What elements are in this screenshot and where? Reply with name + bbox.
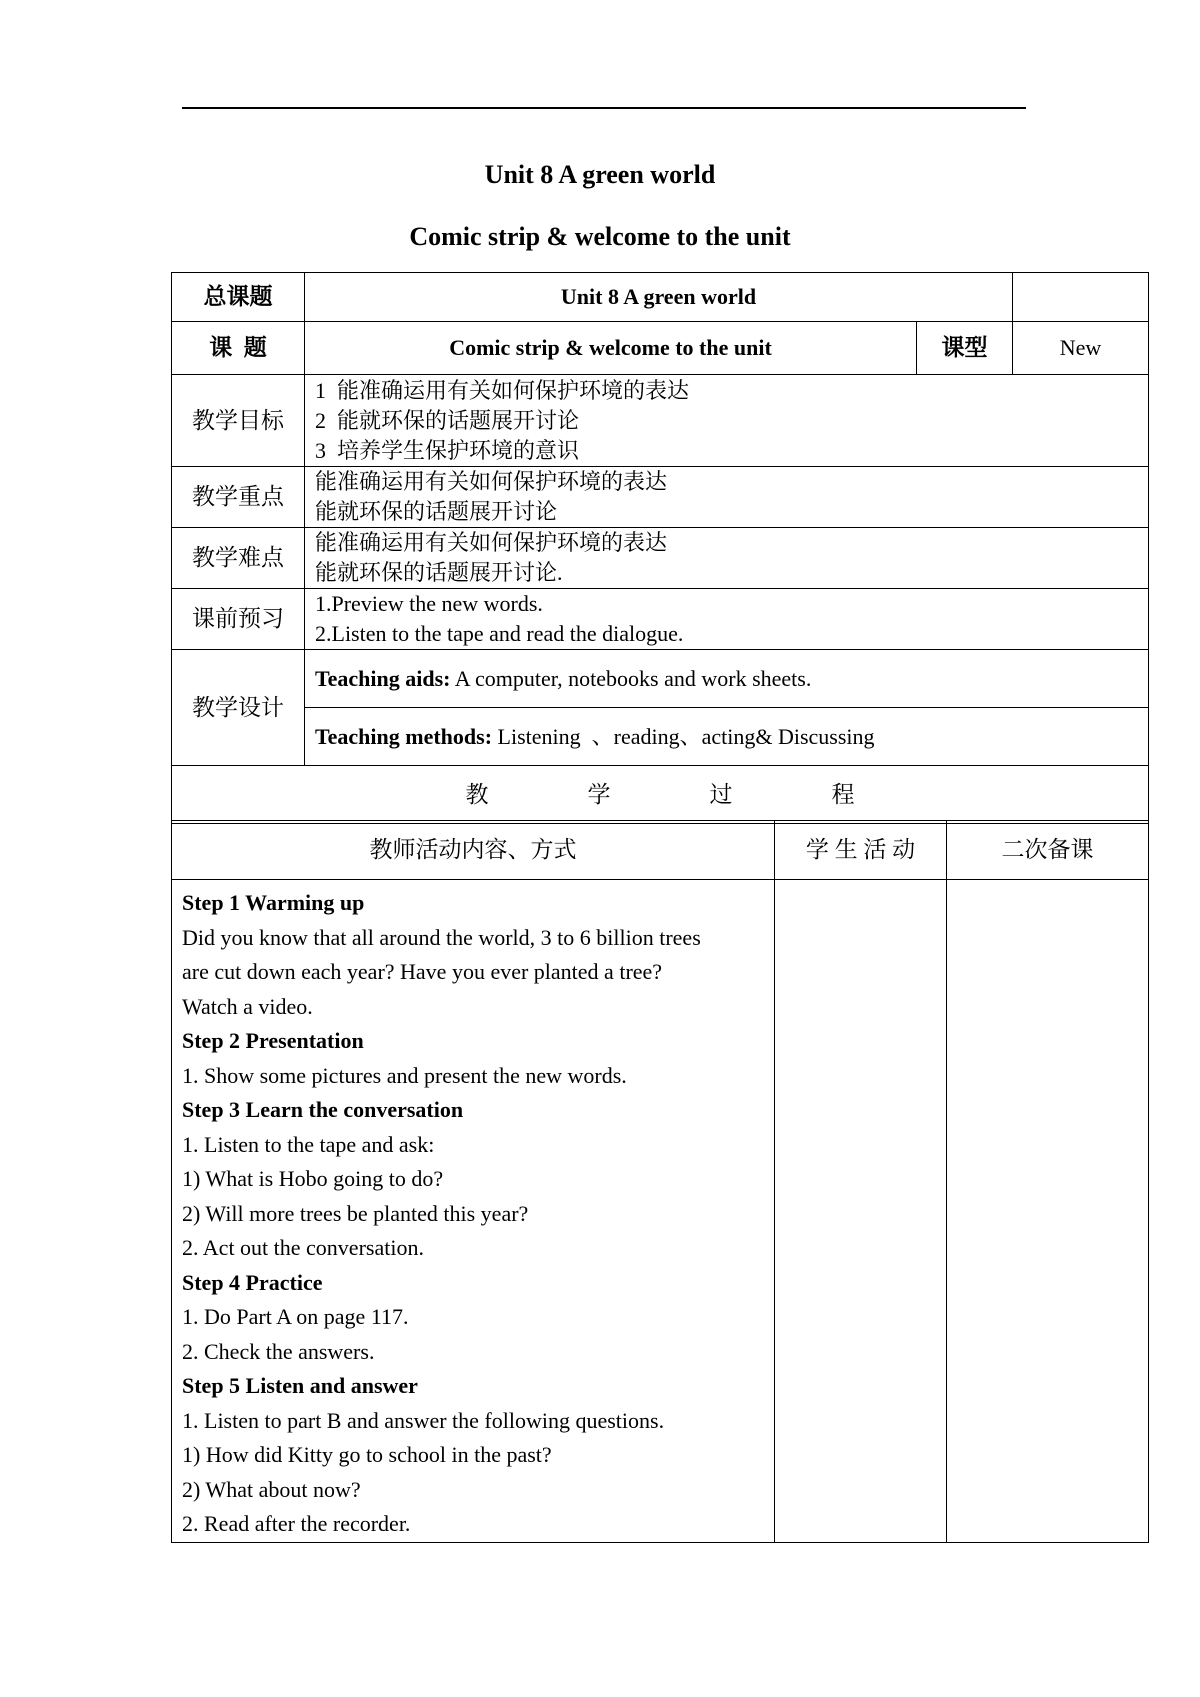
step-line: 1. Show some pictures and present the new words. <box>182 1062 627 1088</box>
step-heading: Step 1 Warming up <box>182 890 365 915</box>
header-rule <box>182 107 1026 109</box>
teaching-methods-value: Listening 、reading、acting& Discussing <box>492 723 875 749</box>
step-line: 1. Do Part A on page 117. <box>182 1304 409 1329</box>
teaching-methods <box>305 708 1149 766</box>
key-points-content <box>305 467 1149 528</box>
difficulties-label: 教学难点 <box>172 528 305 589</box>
preview-label: 课前预习 <box>172 589 305 650</box>
step-line: are cut down each year? Have you ever planted a tree? <box>182 959 663 984</box>
process-char: 过 <box>709 781 733 807</box>
topic-empty-cell <box>1013 273 1149 322</box>
step-heading: Step 4 Practice <box>182 1269 323 1295</box>
objectives-content <box>305 375 1149 467</box>
type-label: 课型 <box>917 322 1013 375</box>
difficulty-item: 能就环保的话题展开讨论. <box>315 560 563 585</box>
document-title: Unit 8 A green world <box>484 160 716 189</box>
teacher-steps <box>172 880 775 1543</box>
objective-item: 1 能准确运用有关如何保护环境的表达 <box>315 377 690 403</box>
row-difficulties <box>172 528 1149 589</box>
topic-value: Unit 8 A green world <box>305 273 1013 322</box>
row-lesson <box>172 322 1149 375</box>
lesson-value: Comic strip & welcome to the unit <box>305 322 917 375</box>
process-char: 教 <box>465 781 489 807</box>
row-design-methods <box>172 708 1149 766</box>
lesson-plan-table <box>171 272 1149 824</box>
preview-content <box>305 589 1149 650</box>
preview-item: 2.Listen to the tape and read the dialogue. <box>315 621 684 646</box>
topic-label: 总课题 <box>172 273 305 322</box>
teaching-aids-value: A computer, notebooks and work sheets. <box>450 665 812 691</box>
type-value: New <box>1013 322 1149 375</box>
design-label: 教学设计 <box>172 650 305 766</box>
row-steps <box>172 880 1149 1543</box>
step-line: 1. Listen to part B and answer the following questions. <box>182 1407 665 1433</box>
document-subtitle: Comic strip & welcome to the unit <box>409 222 791 251</box>
step-heading: Step 2 Presentation <box>182 1028 364 1053</box>
process-char: 学 <box>587 781 611 807</box>
step-line: 2) Will more trees be planted this year? <box>182 1200 529 1226</box>
step-line: Did you know that all around the world, 3 to 6 billion trees <box>182 924 701 950</box>
step-line: 1) What is Hobo going to do? <box>182 1166 444 1191</box>
process-heading <box>172 766 1149 824</box>
row-objectives <box>172 375 1149 467</box>
row-design-aids <box>172 650 1149 708</box>
row-preview <box>172 589 1149 650</box>
process-table <box>171 820 1149 1543</box>
row-topic <box>172 273 1149 322</box>
lesson-label: 课 题 <box>172 322 305 375</box>
step-line: 2. Check the answers. <box>182 1338 375 1364</box>
steps-list <box>182 886 764 1542</box>
objectives-label: 教学目标 <box>172 375 305 467</box>
key-points-label: 教学重点 <box>172 467 305 528</box>
col-notes-header: 二次备课 <box>947 821 1149 880</box>
key-point-item: 能准确运用有关如何保护环境的表达 <box>315 469 668 494</box>
step-line: 2) What about now? <box>182 1476 361 1502</box>
col-student-header: 学 生 活 动 <box>775 821 947 880</box>
objective-item: 2 能就环保的话题展开讨论 <box>315 407 580 433</box>
notes-cell <box>947 880 1149 1543</box>
key-point-item: 能就环保的话题展开讨论 <box>315 499 558 524</box>
teaching-methods-label: Teaching methods: <box>315 723 493 749</box>
row-process-columns <box>172 821 1149 880</box>
step-line: Watch a video. <box>182 993 313 1019</box>
step-line: 2. Read after the recorder. <box>182 1511 411 1536</box>
difficulty-item: 能准确运用有关如何保护环境的表达 <box>315 530 668 555</box>
step-line: 2. Act out the conversation. <box>182 1235 424 1260</box>
col-teacher-header: 教师活动内容、方式 <box>172 821 775 880</box>
step-line: 1) How did Kitty go to school in the past? <box>182 1442 552 1467</box>
objective-item: 3 培养学生保护环境的意识 <box>315 437 580 463</box>
step-heading: Step 5 Listen and answer <box>182 1373 418 1398</box>
preview-item: 1.Preview the new words. <box>315 591 543 616</box>
row-process-header <box>172 766 1149 824</box>
teaching-aids <box>305 650 1149 708</box>
teaching-aids-label: Teaching aids: <box>315 665 451 691</box>
step-line: 1. Listen to the tape and ask: <box>182 1131 435 1157</box>
row-key-points <box>172 467 1149 528</box>
student-activity-cell <box>775 880 947 1543</box>
difficulties-content <box>305 528 1149 589</box>
step-heading: Step 3 Learn the conversation <box>182 1097 464 1122</box>
process-char: 程 <box>831 781 855 807</box>
